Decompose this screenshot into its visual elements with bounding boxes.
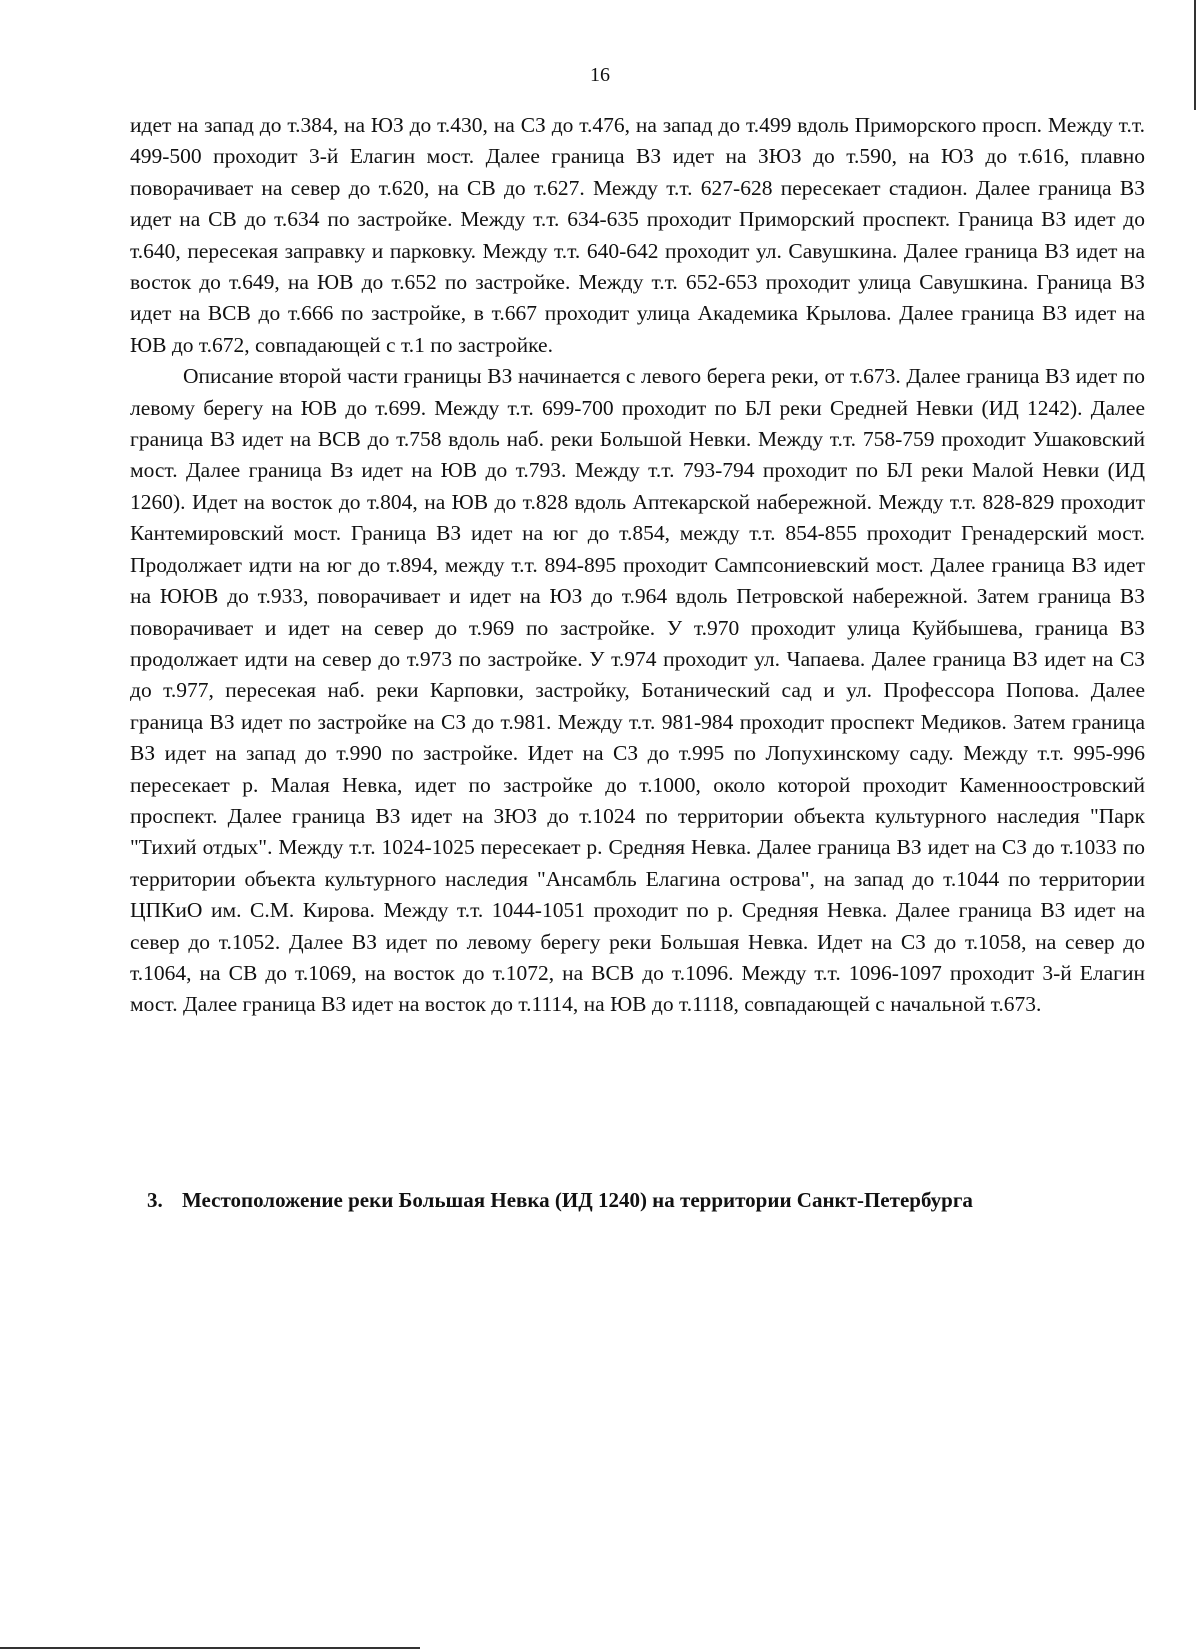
paragraph-1: идет на запад до т.384, на ЮЗ до т.430, на СЗ до т.476, на запад до т.499 вдоль Приморского просп. Между т.т. 499-500 проходит 3-й Елагин мост. Далее граница ВЗ идет на ЗЮЗ до т.590, на ЮЗ до т.616, плавно поворачивает на север до т.620, на СВ до т.627. Между т.т. 627-628 пересекает стадион. Далее граница ВЗ идет на СВ до т.634 по застройке. Между т.т. 634-635 проходит Приморский проспект. Граница ВЗ идет до т.640, пересекая заправку и парковку. Между т.т. 640-642 проходит ул. Савушкина. Далее граница ВЗ идет на восток до т.649, на ЮВ до т.652 по застройке. Между т.т. 652-653 проходит улица Савушкина. Граница ВЗ идет на ВСВ до т.666 по застройке, в т.667 проходит улица Академика Крылова. Далее граница ВЗ идет на ЮВ до т.672, совпадающей с т.1 по застройке. xyxy=(130,113,1145,357)
scan-edge-line-bottom xyxy=(0,1647,420,1649)
section-title: Местоположение реки Большая Невка (ИД 1240) на территории Санкт-Петербурга xyxy=(182,1188,973,1212)
paragraph-2: Описание второй части границы ВЗ начинается с левого берега реки, от т.673. Далее граница ВЗ идет по левому берегу на ЮВ до т.699. Между т.т. 699-700 проходит по БЛ реки Средней Невки (ИД 1242). Далее граница ВЗ идет на ВСВ до т.758 вдоль наб. реки Большой Невки. Между т.т. 758-759 проходит Ушаковский мост. Далее граница Вз идет на ЮВ до т.793. Между т.т. 793-794 проходит по БЛ реки Малой Невки (ИД 1260). Идет на восток до т.804, на ЮВ до т.828 вдоль Аптекарской набережной. Между т.т. 828-829 проходит Кантемировский мост. Граница ВЗ идет на юг до т.854, между т.т. 854-855 проходит Гренадерский мост. Продолжает идти на юг до т.894, между т.т. 894-895 проходит Сампсониевский мост. Далее граница ВЗ идет на ЮЮВ до т.933, поворачивает и идет на ЮЗ до т.964 вдоль Петровской набережной. Затем граница ВЗ поворачивает и идет на север до т.969 по застройке. У т.970 проходит улица Куйбышева, граница ВЗ продолжает идти на север до т.973 по застройке. У т.974 проходит ул. Чапаева. Далее граница ВЗ идет на СЗ до т.977, пересекая наб. реки Карповки, застройку, Ботанический сад и ул. Профессора Попова. Далее граница ВЗ идет по застройке на СЗ до т.981. Между т.т. 981-984 проходит проспект Медиков. Затем граница ВЗ идет на запад до т.990 по застройке. Идет на СЗ до т.995 по Лопухинскому саду. Между т.т. 995-996 пересекает р. Малая Невка, идет по застройке до т.1000, около которой проходит Каменноостровский проспект. Далее граница ВЗ идет на ЗЮЗ до т.1024 по территории объекта культурного наследия "Парк "Тихий отдых". Между т.т. 1024-1025 пересекает р. Средняя Невка. Далее граница ВЗ идет на СЗ до т.1033 по территории объекта культурного наследия "Ансамбль Елагина острова", на запад до т.1044 по территории ЦПКиО им. С.М. Кирова. Между т.т. 1044-1051 проходит по р. Средняя Невка. Далее граница ВЗ идет на север до т.1052. Далее ВЗ идет по левому берегу реки Большая Невка. Идет на СЗ до т.1058, на север до т.1064, на СВ до т.1069, на восток до т.1072, на ВСВ до т.1096. Между т.т. 1096-1097 проходит 3-й Елагин мост. Далее граница ВЗ идет на восток до т.1114, на ЮВ до т.1118, совпадающей с начальной т.673. xyxy=(130,364,1145,1017)
page-number: 16 xyxy=(590,64,610,86)
scan-edge-line xyxy=(1194,0,1196,110)
document-body xyxy=(130,110,1145,1021)
section-heading xyxy=(147,1188,1147,1213)
section-number: 3. xyxy=(147,1188,163,1212)
